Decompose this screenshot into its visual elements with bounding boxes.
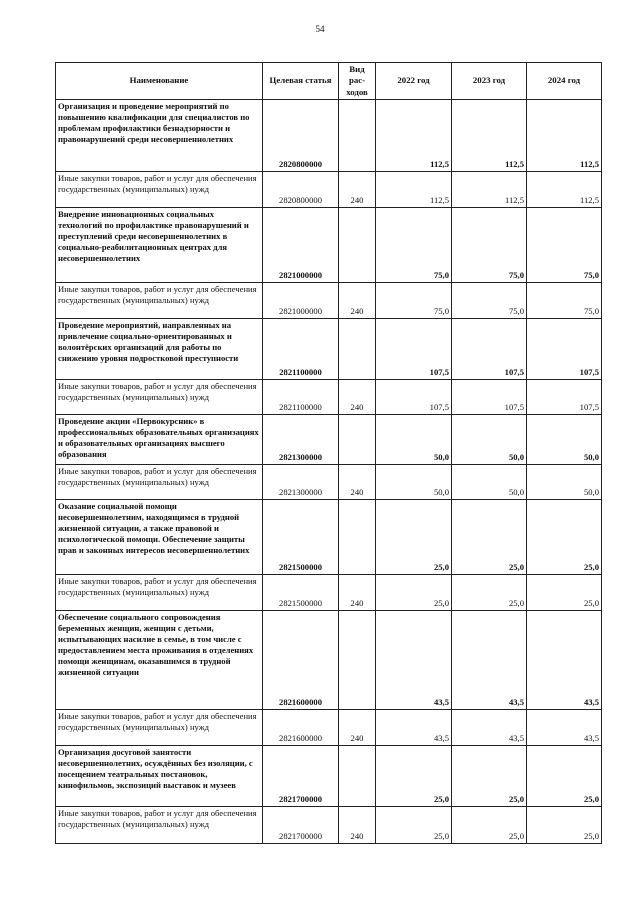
- row-name: Иные закупки товаров, работ и услуг для обеспечения государственных (муниципальных) нужд: [56, 282, 263, 318]
- table-row: [56, 464, 602, 499]
- row-target-article: 2821300000: [263, 414, 339, 464]
- row-value-2023: 25,0: [452, 806, 527, 843]
- row-value-2022: 43,5: [376, 709, 452, 745]
- row-expense-type: 240: [339, 574, 376, 610]
- row-value-2024: 75,0: [527, 207, 602, 282]
- row-value-2022: 50,0: [376, 414, 452, 464]
- row-expense-type: 240: [339, 464, 376, 499]
- row-value-2023: 50,0: [452, 414, 527, 464]
- row-value-2022: 107,5: [376, 318, 452, 379]
- table-row: [56, 414, 602, 464]
- row-value-2022: 112,5: [376, 171, 452, 207]
- row-value-2024: 25,0: [527, 806, 602, 843]
- row-value-2023: 107,5: [452, 318, 527, 379]
- row-value-2024: 43,5: [527, 709, 602, 745]
- page-number: 54: [315, 24, 325, 34]
- row-value-2022: 112,5: [376, 99, 452, 171]
- row-value-2023: 75,0: [452, 207, 527, 282]
- row-value-2023: 107,5: [452, 379, 527, 414]
- budget-table: [55, 62, 602, 844]
- row-target-article: 2821100000: [263, 379, 339, 414]
- row-name: Иные закупки товаров, работ и услуг для обеспечения государственных (муниципальных) нужд: [56, 171, 263, 207]
- row-value-2023: 43,5: [452, 610, 527, 709]
- row-name: Иные закупки товаров, работ и услуг для обеспечения государственных (муниципальных) нужд: [56, 379, 263, 414]
- row-value-2024: 25,0: [527, 574, 602, 610]
- row-value-2022: 25,0: [376, 745, 452, 806]
- row-value-2022: 25,0: [376, 574, 452, 610]
- row-expense-type: 240: [339, 282, 376, 318]
- header-year-2023: 2023 год: [452, 63, 527, 100]
- row-expense-type: 240: [339, 171, 376, 207]
- table-row: [56, 709, 602, 745]
- row-target-article: 2821100000: [263, 318, 339, 379]
- row-value-2022: 25,0: [376, 806, 452, 843]
- row-name: Проведение акции «Первокурсник» в профессиональных образовательных организациях и образовательных организациях высшего образования: [56, 414, 263, 464]
- row-target-article: 2820800000: [263, 99, 339, 171]
- row-target-article: 2821000000: [263, 207, 339, 282]
- row-value-2024: 43,5: [527, 610, 602, 709]
- row-expense-type: [339, 207, 376, 282]
- table-row: [56, 379, 602, 414]
- row-value-2022: 25,0: [376, 499, 452, 574]
- row-expense-type: [339, 414, 376, 464]
- table-row: [56, 499, 602, 574]
- row-value-2024: 25,0: [527, 499, 602, 574]
- row-expense-type: [339, 318, 376, 379]
- row-target-article: 2821000000: [263, 282, 339, 318]
- row-value-2024: 75,0: [527, 282, 602, 318]
- row-expense-type: 240: [339, 709, 376, 745]
- row-name: Оказание социальной помощи несовершеннолетним, находящимся в трудной жизненной ситуации, а также правовой и психологической помощи. Обеспечение защиты прав и законных интересов несовершеннолетних: [56, 499, 263, 574]
- row-value-2024: 112,5: [527, 99, 602, 171]
- row-value-2023: 43,5: [452, 709, 527, 745]
- header-year-2022: 2022 год: [376, 63, 452, 100]
- row-name: Внедрение инновационных социальных технологий по профилактике правонарушений и преступлений среди несовершеннолетних в социально-реабилитационных центрах для несовершеннолетних: [56, 207, 263, 282]
- row-value-2022: 75,0: [376, 207, 452, 282]
- row-value-2023: 50,0: [452, 464, 527, 499]
- row-expense-type: [339, 745, 376, 806]
- row-value-2023: 75,0: [452, 282, 527, 318]
- row-name: Иные закупки товаров, работ и услуг для обеспечения государственных (муниципальных) нужд: [56, 709, 263, 745]
- table-row: [56, 282, 602, 318]
- row-name: Иные закупки товаров, работ и услуг для обеспечения государственных (муниципальных) нужд: [56, 464, 263, 499]
- row-expense-type: [339, 99, 376, 171]
- header-expense-type: Вид рас-ходов: [339, 63, 376, 100]
- row-value-2024: 112,5: [527, 171, 602, 207]
- row-target-article: 2821700000: [263, 745, 339, 806]
- row-name: Иные закупки товаров, работ и услуг для обеспечения государственных (муниципальных) нужд: [56, 806, 263, 843]
- row-expense-type: 240: [339, 379, 376, 414]
- row-value-2023: 25,0: [452, 574, 527, 610]
- row-target-article: 2821700000: [263, 806, 339, 843]
- row-name: Организация досуговой занятости несовершеннолетних, осуждённых без изоляции, с посещением театральных постановок, кинофильмов, экспозиций выставок и музеев: [56, 745, 263, 806]
- header-year-2024: 2024 год: [527, 63, 602, 100]
- table-row: [56, 574, 602, 610]
- row-name: Иные закупки товаров, работ и услуг для обеспечения государственных (муниципальных) нужд: [56, 574, 263, 610]
- row-target-article: 2821600000: [263, 610, 339, 709]
- table-header-row: [56, 63, 602, 100]
- row-expense-type: [339, 499, 376, 574]
- table-row: [56, 171, 602, 207]
- row-target-article: 2821600000: [263, 709, 339, 745]
- row-value-2024: 25,0: [527, 745, 602, 806]
- row-name: Организация и проведение мероприятий по повышению квалификации для специалистов по проблемам профилактики безнадзорности и правонарушений среди несовершеннолетних: [56, 99, 263, 171]
- row-value-2022: 75,0: [376, 282, 452, 318]
- row-expense-type: [339, 610, 376, 709]
- table-row: [56, 745, 602, 806]
- row-target-article: 2820800000: [263, 171, 339, 207]
- table-row: [56, 610, 602, 709]
- table-row: [56, 806, 602, 843]
- table-row: [56, 318, 602, 379]
- row-value-2022: 107,5: [376, 379, 452, 414]
- row-target-article: 2821500000: [263, 499, 339, 574]
- row-value-2023: 25,0: [452, 745, 527, 806]
- row-value-2024: 107,5: [527, 318, 602, 379]
- table-row: [56, 207, 602, 282]
- table-row: [56, 99, 602, 171]
- row-value-2023: 112,5: [452, 171, 527, 207]
- row-name: Проведение мероприятий, направленных на привлечение социально-ориентированных и волонтёрских организаций для работы по снижению уровня подростковой преступности: [56, 318, 263, 379]
- row-value-2024: 50,0: [527, 414, 602, 464]
- row-target-article: 2821500000: [263, 574, 339, 610]
- header-name: Наименование: [56, 63, 263, 100]
- header-target-article: Целевая статья: [263, 63, 339, 100]
- row-value-2023: 25,0: [452, 499, 527, 574]
- row-target-article: 2821300000: [263, 464, 339, 499]
- row-value-2024: 50,0: [527, 464, 602, 499]
- row-value-2022: 43,5: [376, 610, 452, 709]
- row-value-2024: 107,5: [527, 379, 602, 414]
- row-expense-type: 240: [339, 806, 376, 843]
- row-name: Обеспечение социального сопровождения беременных женщин, женщин с детьми, испытывающих насилие в семье, в том числе с предоставлением места проживания в отделениях помощи женщинам, оказавшимся в трудной жизненной ситуации: [56, 610, 263, 709]
- row-value-2022: 50,0: [376, 464, 452, 499]
- row-value-2023: 112,5: [452, 99, 527, 171]
